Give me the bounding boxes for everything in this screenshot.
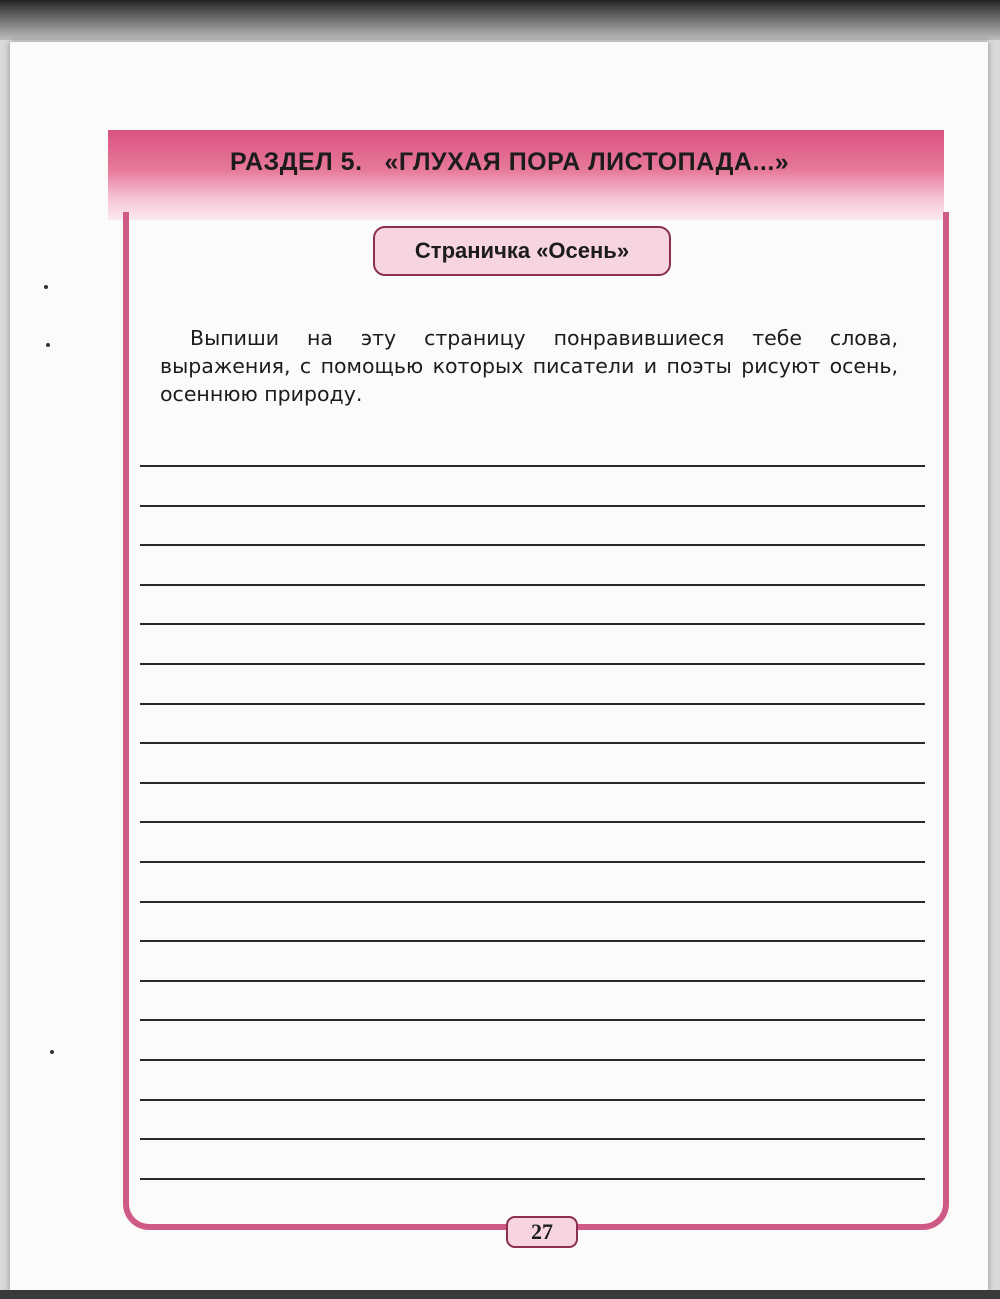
- writing-line[interactable]: [140, 703, 925, 705]
- writing-line[interactable]: [140, 821, 925, 823]
- instruction-text: Выпиши на эту страницу понравившиеся тебе слова, выражения, с помощью которых писатели и поэты рисуют осень, осеннюю природу.: [160, 326, 898, 406]
- page-title: Страничка «Осень»: [373, 226, 671, 276]
- binding-hole: [46, 343, 50, 347]
- writing-line[interactable]: [140, 663, 925, 665]
- writing-line[interactable]: [140, 901, 925, 903]
- writing-line[interactable]: [140, 980, 925, 982]
- writing-line[interactable]: [140, 1138, 925, 1140]
- section-header: [230, 148, 789, 177]
- binding-hole: [50, 1050, 54, 1054]
- writing-line[interactable]: [140, 584, 925, 586]
- writing-line[interactable]: [140, 861, 925, 863]
- section-title: «ГЛУХАЯ ПОРА ЛИСТОПАДА...»: [384, 148, 790, 176]
- writing-line[interactable]: [140, 742, 925, 744]
- writing-line[interactable]: [140, 1099, 925, 1101]
- section-label: РАЗДЕЛ 5.: [230, 148, 363, 176]
- scan-bottom-edge: [0, 1290, 1000, 1299]
- scan-top-edge: [0, 0, 1000, 40]
- binding-hole: [44, 285, 48, 289]
- writing-line[interactable]: [140, 544, 925, 546]
- writing-line[interactable]: [140, 1178, 925, 1180]
- writing-line[interactable]: [140, 1019, 925, 1021]
- writing-line[interactable]: [140, 623, 925, 625]
- page-number: 27: [506, 1216, 578, 1248]
- writing-line[interactable]: [140, 1059, 925, 1061]
- writing-line[interactable]: [140, 782, 925, 784]
- writing-line[interactable]: [140, 465, 925, 467]
- writing-line[interactable]: [140, 505, 925, 507]
- writing-line[interactable]: [140, 940, 925, 942]
